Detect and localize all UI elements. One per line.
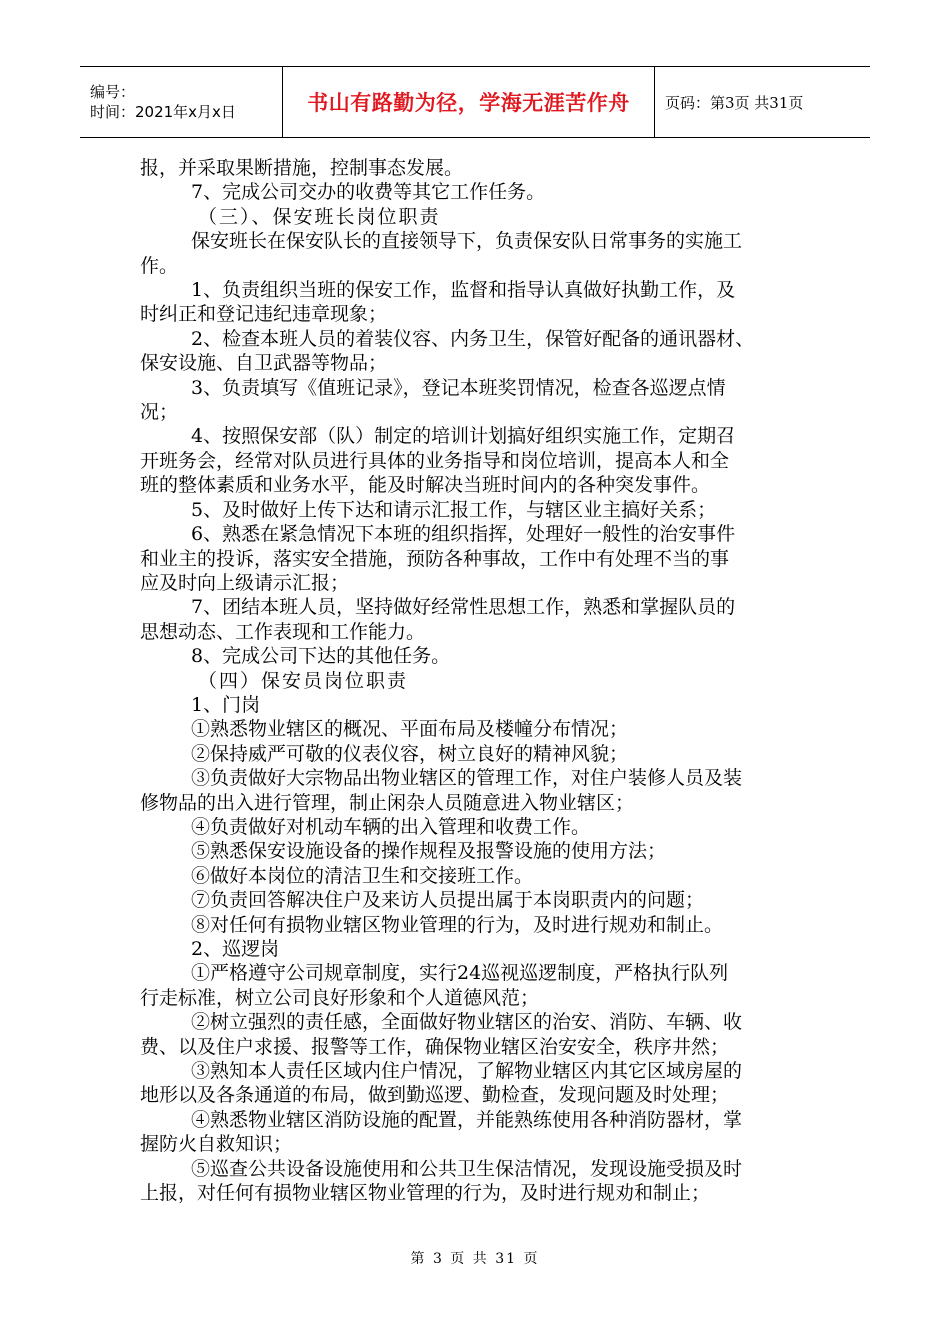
text-line: ④熟悉物业辖区消防设施的配置，并能熟练使用各种消防器材，掌 bbox=[191, 1108, 743, 1131]
text-line: 2、检查本班人员的着装仪容、内务卫生，保管好配备的通讯器材、 bbox=[191, 327, 755, 350]
page-header bbox=[80, 66, 870, 138]
text-line: 7、完成公司交办的收费等其它工作任务。 bbox=[191, 181, 546, 204]
text-line: 地形以及各条通道的布局，做到勤巡逻、勤检查，发现问题及时处理； bbox=[140, 1084, 730, 1107]
text-line: 班的整体素质和业务水平，能及时解决当班时间内的各种突发事件。 bbox=[140, 474, 711, 497]
section-heading: （四）保安员岗位职责 bbox=[198, 669, 409, 692]
text-line: 3、负责填写《值班记录》，登记本班奖罚情况，检查各巡逻点情 bbox=[191, 376, 726, 399]
text-line: 8、完成公司下达的其他任务。 bbox=[191, 645, 451, 668]
doc-date-label: 时间：2021年x月x日 bbox=[90, 103, 236, 121]
document-body bbox=[140, 156, 812, 1205]
text-line: 报，并采取果断措施，控制事态发展。 bbox=[140, 157, 464, 179]
text-line: ②树立强烈的责任感，全面做好物业辖区的治安、消防、车辆、收 bbox=[191, 1011, 743, 1034]
doc-number-label: 编号： bbox=[90, 83, 136, 101]
text-line: 和业主的投诉，落实安全措施，预防各种事故，工作中有处理不当的事 bbox=[140, 547, 730, 570]
header-motto-cell bbox=[283, 67, 655, 137]
text-line: 保安设施、自卫武器等物品； bbox=[140, 352, 388, 375]
text-line: 况； bbox=[140, 401, 179, 424]
text-line: ⑦负责回答解决住户及来访人员提出属于本岗职责内的问题； bbox=[191, 889, 705, 912]
text-line: 行走标准，树立公司良好形象和个人道德风范； bbox=[140, 986, 540, 1009]
header-motto: 书山有路勤为径，学海无涯苦作舟 bbox=[307, 91, 630, 115]
text-line: 1、负责组织当班的保安工作，监督和指导认真做好执勤工作，及 bbox=[191, 279, 736, 302]
text-line: 握防火自救知识； bbox=[140, 1133, 293, 1156]
text-line: 开班务会，经常对队员进行具体的业务指导和岗位培训，提高本人和全 bbox=[140, 449, 730, 472]
text-line: 修物品的出入进行管理，制止闲杂人员随意进入物业辖区； bbox=[140, 791, 635, 814]
text-line: ①熟悉物业辖区的概况、平面布局及楼幢分布情况； bbox=[191, 718, 629, 741]
text-line: ⑤巡查公共设备设施使用和公共卫生保洁情况，发现设施受损及时 bbox=[191, 1157, 743, 1180]
text-line: 思想动态、工作表现和工作能力。 bbox=[140, 620, 426, 643]
text-line: ①严格遵守公司规章制度，实行24巡视巡逻制度，严格执行队列 bbox=[191, 962, 729, 985]
header-page-label: 页码：第3页 共31页 bbox=[665, 93, 804, 112]
header-meta bbox=[80, 67, 283, 137]
text-line: 7、团结本班人员，坚持做好经常性思想工作，熟悉和掌握队员的 bbox=[191, 596, 736, 619]
text-line: ④负责做好对机动车辆的出入管理和收费工作。 bbox=[191, 815, 591, 838]
page-footer: 第 3 页 共 31 页 bbox=[410, 1251, 540, 1267]
text-line: 应及时向上级请示汇报； bbox=[140, 571, 350, 594]
text-line: 4、按照保安部（队）制定的培训计划搞好组织实施工作，定期召 bbox=[191, 425, 736, 448]
text-line: 2、巡逻岗 bbox=[191, 938, 280, 960]
text-line: 作。 bbox=[140, 254, 179, 277]
text-line: ⑤熟悉保安设施设备的操作规程及报警设施的使用方法； bbox=[191, 840, 667, 863]
text-line: 6、熟悉在紧急情况下本班的组织指挥，处理好一般性的治安事件 bbox=[191, 523, 736, 546]
text-line: 5、及时做好上传下达和请示汇报工作，与辖区业主搞好关系； bbox=[191, 498, 717, 521]
text-line: 上报，对任何有损物业辖区物业管理的行为，及时进行规劝和制止； bbox=[140, 1182, 711, 1205]
text-line: ⑧对任何有损物业辖区物业管理的行为，及时进行规劝和制止。 bbox=[191, 913, 724, 936]
section-heading: （三）、保安班长岗位职责 bbox=[198, 205, 441, 228]
header-page-cell bbox=[655, 67, 870, 137]
text-line: ③熟知本人责任区域内住户情况，了解物业辖区内其它区域房屋的 bbox=[191, 1060, 743, 1083]
text-line: ②保持威严可敬的仪表仪容，树立良好的精神风貌； bbox=[191, 742, 629, 765]
text-line: 费、以及住户求援、报警等工作，确保物业辖区治安安全，秩序井然； bbox=[140, 1035, 730, 1058]
text-line: 时纠正和登记违纪违章现象； bbox=[140, 303, 388, 326]
text-line: 保安班长在保安队长的直接领导下，负责保安队日常事务的实施工 bbox=[191, 230, 743, 253]
text-line: 1、门岗 bbox=[191, 693, 261, 716]
text-line: ⑥做好本岗位的清洁卫生和交接班工作。 bbox=[191, 864, 534, 887]
text-line: ③负责做好大宗物品出物业辖区的管理工作，对住户装修人员及装 bbox=[191, 767, 743, 790]
